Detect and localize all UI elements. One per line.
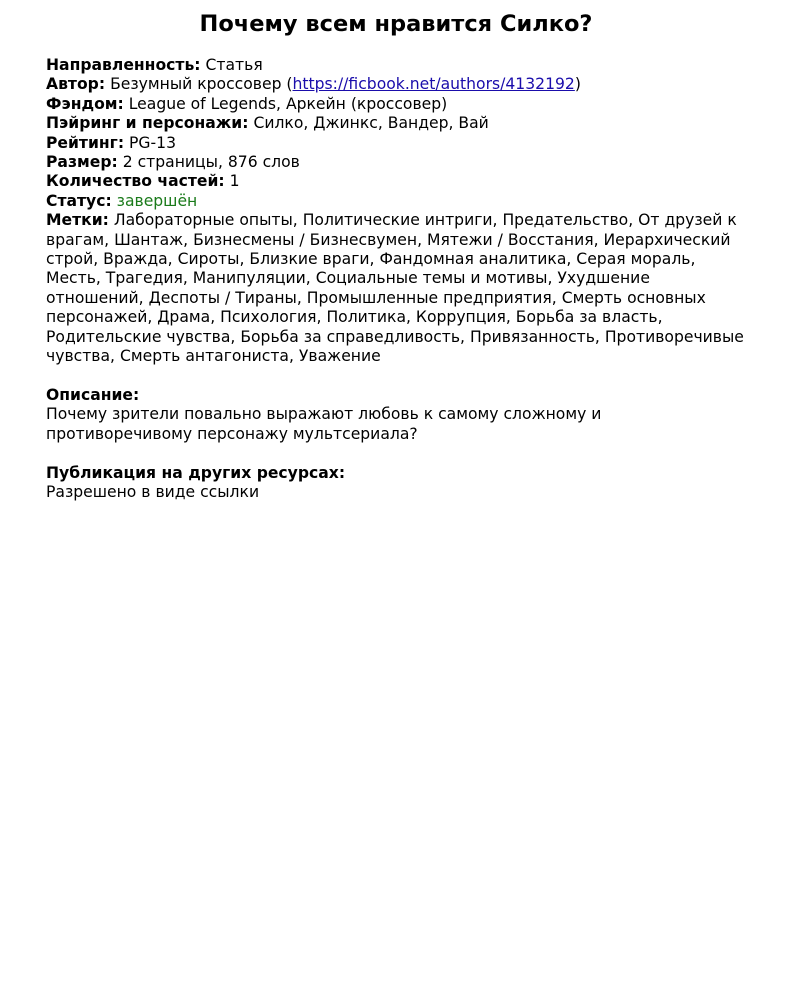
pairing-label: Пэйринг и персонажи: bbox=[46, 114, 249, 133]
tags-row bbox=[46, 211, 746, 366]
status-value: завершён bbox=[116, 191, 198, 210]
author-row bbox=[46, 75, 746, 94]
description-section bbox=[46, 386, 746, 444]
author-open-paren: ( bbox=[281, 75, 293, 94]
pairing-row bbox=[46, 114, 746, 133]
parts-value: 1 bbox=[229, 172, 240, 191]
description-label: Описание: bbox=[46, 385, 140, 404]
publication-section bbox=[46, 464, 746, 503]
page-title: Почему всем нравится Силко? bbox=[199, 11, 593, 37]
author-name: Безумный кроссовер bbox=[110, 75, 282, 94]
tags-value: Лабораторные опыты, Политические интриги, Предательство, От друзей к врагам, Шантаж, Бизнесмены / Бизнесвумен, Мятежи / Восстания, Иерархический строй, Вражда, Сироты, Близкие враги, Фандомная аналитика, Серая мораль, Месть, Трагедия, Манипуляции, Социальные темы и мотивы, Ухудшение отношений, Деспоты / Тираны, Промышленные предприятия, Смерть основных персонажей, Драма, Психология, Политика, Коррупция, Борьба за власть, Родительские чувства, Борьба за справедливость, Привязанность, Противоречивые чувства, Смерть антагониста, Уважение bbox=[46, 211, 744, 366]
status-label: Статус: bbox=[46, 191, 112, 210]
size-value: 2 страницы, 876 слов bbox=[122, 153, 300, 172]
rating-row bbox=[46, 134, 746, 153]
parts-label: Количество частей: bbox=[46, 172, 225, 191]
parts-row bbox=[46, 172, 746, 191]
rating-label: Рейтинг: bbox=[46, 133, 125, 152]
direction-label: Направленность: bbox=[46, 56, 201, 74]
author-label: Автор: bbox=[46, 75, 106, 94]
status-row bbox=[46, 192, 746, 211]
author-profile-link[interactable]: https://ficbook.net/authors/4132192 bbox=[292, 75, 575, 94]
author-close-paren: ) bbox=[574, 75, 581, 94]
work-metadata bbox=[46, 56, 746, 367]
direction-row bbox=[46, 56, 746, 75]
tags-label: Метки: bbox=[46, 211, 109, 230]
publication-label: Публикация на других ресурсах: bbox=[46, 463, 346, 482]
fandom-row bbox=[46, 95, 746, 114]
direction-value: Статья bbox=[205, 56, 263, 74]
fandom-value: League of Legends, Аркейн (кроссовер) bbox=[128, 94, 448, 113]
size-row bbox=[46, 153, 746, 172]
description-text: Почему зрители повально выражают любовь к самому сложному и противоречивому персонажу мультсериала? bbox=[46, 405, 602, 443]
rating-value: PG-13 bbox=[129, 133, 176, 152]
fandom-label: Фэндом: bbox=[46, 94, 124, 113]
pairing-value: Силко, Джинкс, Вандер, Вай bbox=[253, 114, 489, 133]
publication-text: Разрешено в виде ссылки bbox=[46, 482, 260, 501]
size-label: Размер: bbox=[46, 153, 118, 172]
